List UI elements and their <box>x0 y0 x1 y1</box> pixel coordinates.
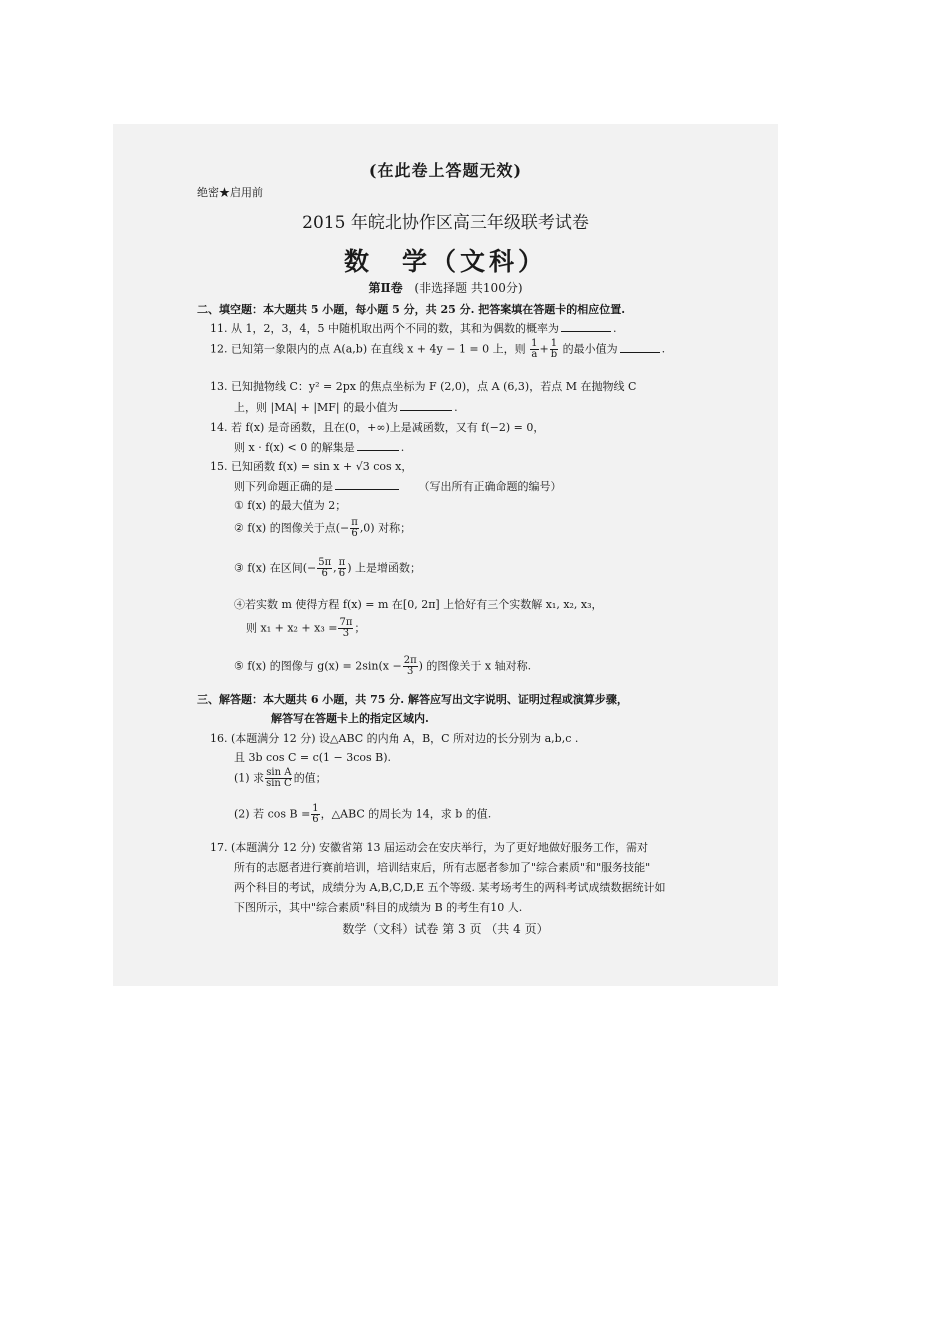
q11-text: 11. 从 1，2，3，4，5 中随机取出两个不同的数，其和为偶数的概率为 <box>210 322 559 335</box>
question-12: 12. 已知第一象限内的点 A(a,b) 在直线 x + 4y − 1 = 0 上，则 $\frac{1}{a}$ + $\frac{1}{b}$ 的最小值为 . <box>210 338 666 360</box>
option-2-text-b: ,0) 对称； <box>359 521 412 535</box>
question-15-line2 <box>234 478 562 494</box>
fraction: $\frac{\text{sin A}}{\text{sin C}}$ <box>266 767 292 789</box>
page-footer: 数学（文科）试卷 第 3 页 （共 4 页） <box>342 922 549 936</box>
scanned-exam-page <box>113 124 778 986</box>
q15-line2: 则下列命题正确的是 <box>234 480 333 493</box>
secret-label: 绝密★启用前 <box>197 186 263 199</box>
q17-line3: 两个科目的考试，成绩分为 A,B,C,D,E 五个等级. 某考场考生的两科考试成绩数据统计如 <box>234 881 666 894</box>
answer-blank <box>620 352 660 353</box>
comma: , <box>333 561 337 575</box>
option-1: ① f(x) 的最大值为 2； <box>234 499 347 512</box>
semicolon: ； <box>354 621 366 635</box>
option-3 <box>234 558 421 579</box>
fraction: $\frac{1}{6}$ <box>312 803 319 825</box>
q16-part2 <box>234 804 491 825</box>
volume-note: (非选择题 共100分) <box>414 281 523 295</box>
section2-heading: 二、填空题：本大题共 5 小题，每小题 5 分，共 25 分. 把答案填在答题卡的相应位置. <box>197 303 626 316</box>
q16-part1 <box>234 768 327 789</box>
q12-text: 12. 已知第一象限内的点 A(a,b) 在直线 x + 4y − 1 = 0 上，则 <box>210 342 526 356</box>
q16-line2: 且 3b cos C = c(1 − 3cos B). <box>234 751 392 764</box>
notice: (在此卷上答题无效) <box>368 161 523 180</box>
answer-blank <box>561 331 611 332</box>
option-4-text: 则 x₁ + x₂ + x₃ = <box>246 621 338 635</box>
section3-heading-line1: 三、解答题：本大题共 6 小题，共 75 分. 解答应写出文字说明、证明过程或演算步骤， <box>197 693 628 706</box>
question-11: 11. 从 1，2，3，4，5 中随机取出两个不同的数，其和为偶数的概率为 . <box>210 322 617 335</box>
answer-blank <box>357 450 399 451</box>
q14-line1: 14. 若 f(x) 是奇函数，且在(0，+∞)上是减函数，又有 f(−2) = 0， <box>210 421 545 434</box>
option-4-line2 <box>246 618 365 639</box>
q17-line2: 所有的志愿者进行赛前培训，培训结束后，所有志愿者参加了"综合素质"和"服务技能" <box>234 861 651 874</box>
option-5-text: ⑤ f(x) 的图像与 g(x) = 2sin(x − <box>234 659 402 673</box>
option-5 <box>234 656 531 677</box>
answer-blank <box>400 410 452 411</box>
q14-line2: 则 x · f(x) < 0 的解集是 <box>234 441 355 454</box>
q15-line1: 15. 已知函数 f(x) = sin x + √3 cos x， <box>210 460 413 473</box>
plus-sign: + <box>539 342 549 356</box>
option-2-text: ② f(x) 的图像关于点(− <box>234 521 350 535</box>
q16-line1: 16. (本题满分 12 分) 设△ABC 的内角 A，B，C 所对边的长分别为 a,b,c . <box>210 732 579 745</box>
q16-part2-text: (2) 若 cos B = <box>234 807 311 821</box>
option-2 <box>234 518 411 539</box>
q17-line4: 下图所示，其中"综合素质"科目的成绩为 B 的考生有10 人. <box>234 901 523 914</box>
fraction: $\frac{1}{a}$ <box>531 338 538 360</box>
fraction: $\frac{\pi}{6}$ <box>351 517 358 539</box>
question-13-line2: 上，则 |MA| + |MF| 的最小值为 . <box>234 401 458 414</box>
volume-line <box>113 279 778 296</box>
option-3-text-b: ) 上是增函数； <box>347 561 422 575</box>
q16-part1-text: (1) 求 <box>234 771 265 785</box>
subject-title: 数 学（文科） <box>343 247 547 276</box>
answer-blank <box>335 489 399 490</box>
q13-line1: 13. 已知抛物线 C：y² = 2px 的焦点坐标为 F (2,0)，点 A (6,3)，若点 M 在抛物线 C <box>210 380 637 393</box>
option-3-text: ③ f(x) 在区间(− <box>234 561 317 575</box>
fraction: $\frac{5\pi}{6}$ <box>318 557 332 579</box>
q17-line1: 17. (本题满分 12 分) 安徽省第 13 届运动会在安庆举行，为了更好地做好服务工作，需对 <box>210 841 649 854</box>
q12-text-b: 的最小值为 <box>562 342 618 356</box>
section3-heading-line2: 解答写在答题卡上的指定区域内. <box>271 712 429 725</box>
fraction: $\frac{2\pi}{3}$ <box>403 655 417 677</box>
volume-label: 第Ⅱ卷 <box>368 281 403 295</box>
fraction: $\frac{7\pi}{3}$ <box>339 617 353 639</box>
fraction: $\frac{\pi}{6}$ <box>338 557 346 579</box>
fraction: $\frac{1}{b}$ <box>550 338 558 360</box>
question-14-line2: 则 x · f(x) < 0 的解集是 . <box>234 441 405 454</box>
q16-part2-text-b: ，△ABC 的周长为 14，求 b 的值. <box>320 807 492 821</box>
option-4-line1: ④若实数 m 使得方程 f(x) = m 在[0, 2π] 上恰好有三个实数解 x₁, x₂, x₃， <box>234 598 603 611</box>
q16-part1-text-b: 的值； <box>293 771 327 785</box>
q13-line2: 上，则 |MA| + |MF| 的最小值为 <box>234 401 399 414</box>
q15-note: （写出所有正确命题的编号） <box>418 480 562 493</box>
exam-title: 2015 年皖北协作区高三年级联考试卷 <box>302 213 589 233</box>
option-5-text-b: ) 的图像关于 x 轴对称. <box>418 659 532 673</box>
